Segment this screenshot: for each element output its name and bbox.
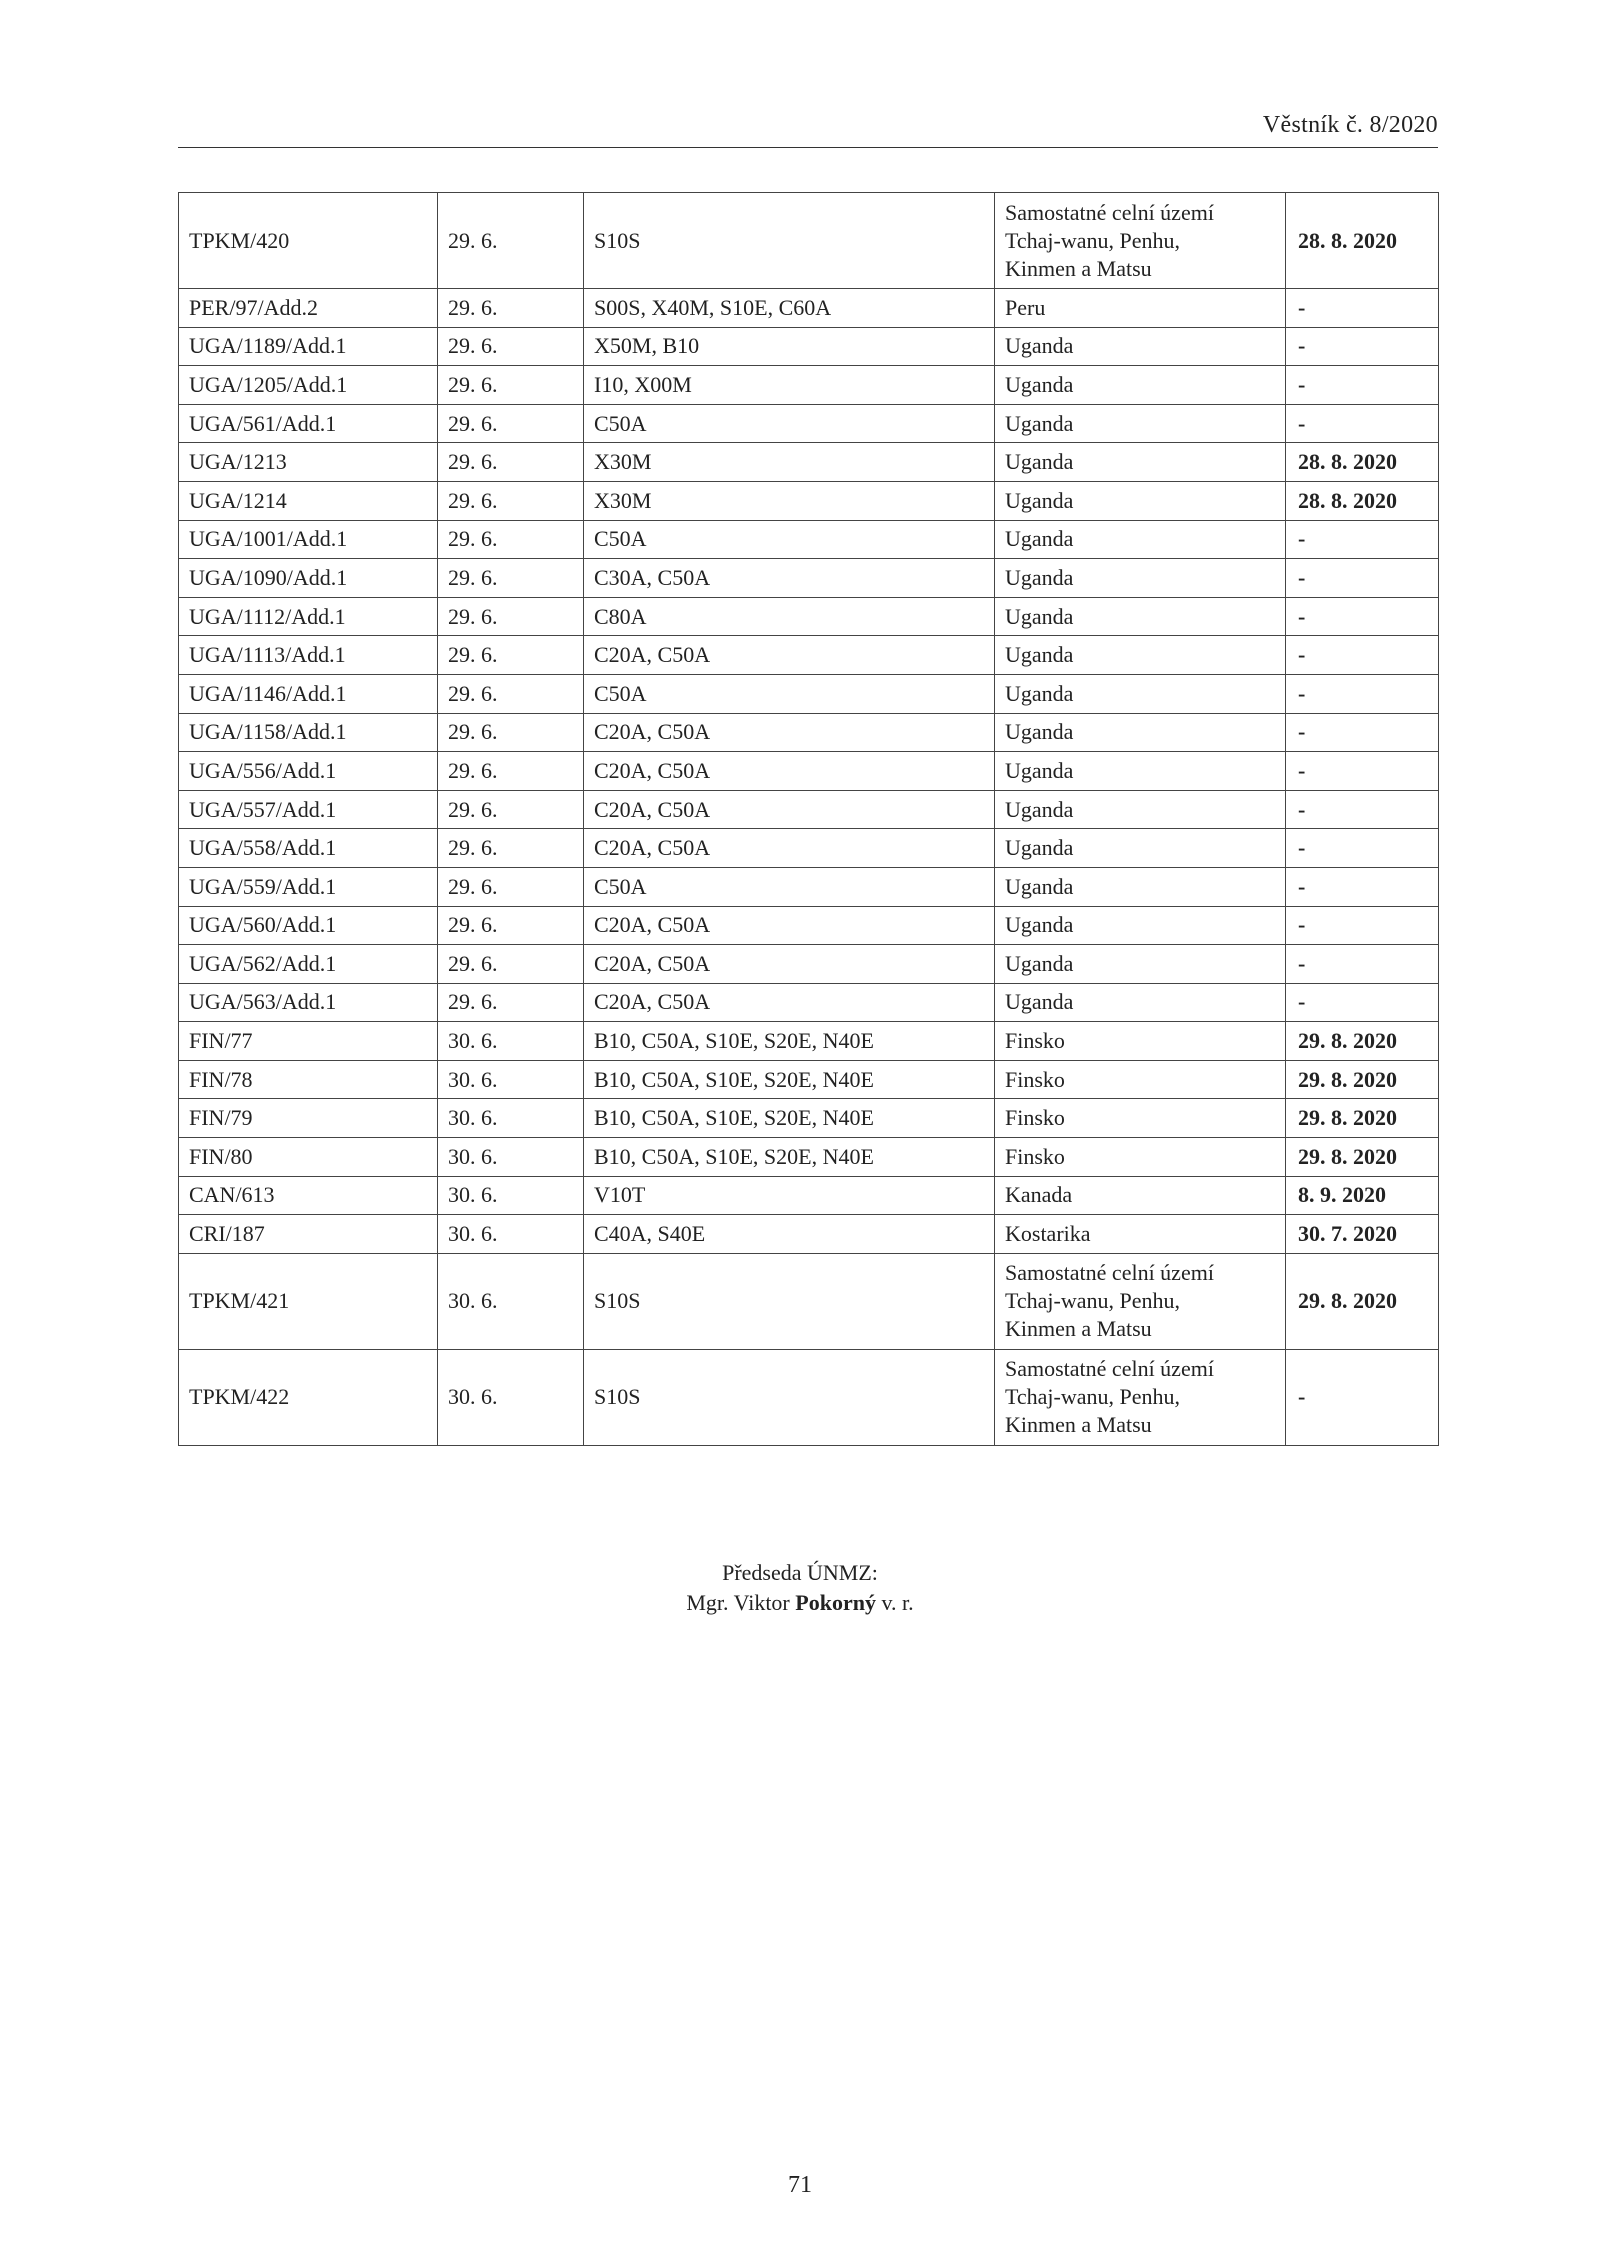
date-cell: 29. 6. (438, 520, 584, 559)
notification-code-cell: UGA/561/Add.1 (179, 404, 438, 443)
classification-cell: B10, C50A, S10E, S20E, N40E (584, 1099, 995, 1138)
classification-cell: C20A, C50A (584, 945, 995, 984)
country-line: Kinmen a Matsu (1005, 1316, 1152, 1342)
deadline-cell: - (1286, 636, 1439, 675)
country-cell (995, 945, 1286, 984)
deadline-cell: - (1286, 829, 1439, 868)
classification-cell: X30M (584, 481, 995, 520)
country-line: Samostatné celní území (1005, 1260, 1214, 1286)
date-cell: 30. 6. (438, 1138, 584, 1177)
deadline-cell: - (1286, 906, 1439, 945)
notification-code-cell: FIN/78 (179, 1060, 438, 1099)
table-row (179, 906, 1439, 945)
country-line: Uganda (1005, 680, 1074, 706)
deadline-cell: 28. 8. 2020 (1286, 443, 1439, 482)
signature-block (0, 1558, 1600, 1618)
country-cell (995, 481, 1286, 520)
classification-cell: X30M (584, 443, 995, 482)
country-line: Uganda (1005, 410, 1074, 436)
notification-code-cell: FIN/80 (179, 1138, 438, 1177)
notification-code-cell: UGA/1090/Add.1 (179, 559, 438, 598)
classification-cell: C80A (584, 597, 995, 636)
notification-code-cell: UGA/562/Add.1 (179, 945, 438, 984)
notification-code-cell: UGA/1001/Add.1 (179, 520, 438, 559)
table-row (179, 597, 1439, 636)
date-cell: 29. 6. (438, 559, 584, 598)
date-cell: 29. 6. (438, 713, 584, 752)
country-line: Uganda (1005, 912, 1074, 938)
notification-code-cell: UGA/557/Add.1 (179, 790, 438, 829)
country-line: Uganda (1005, 989, 1074, 1015)
country-cell (995, 829, 1286, 868)
classification-cell: B10, C50A, S10E, S20E, N40E (584, 1060, 995, 1099)
classification-cell: B10, C50A, S10E, S20E, N40E (584, 1138, 995, 1177)
country-cell (995, 520, 1286, 559)
classification-cell: S10S (584, 1253, 995, 1349)
classification-cell: C20A, C50A (584, 906, 995, 945)
date-cell: 29. 6. (438, 366, 584, 405)
country-cell (995, 404, 1286, 443)
notifications-table (178, 192, 1439, 1446)
date-cell: 30. 6. (438, 1349, 584, 1445)
classification-cell: X50M, B10 (584, 327, 995, 366)
country-cell (995, 713, 1286, 752)
country-line: Uganda (1005, 835, 1074, 861)
table-row (179, 520, 1439, 559)
country-line: Samostatné celní území (1005, 199, 1214, 225)
classification-cell: C50A (584, 674, 995, 713)
date-cell: 29. 6. (438, 636, 584, 675)
deadline-cell: - (1286, 674, 1439, 713)
classification-cell: C20A, C50A (584, 636, 995, 675)
country-line: Uganda (1005, 642, 1074, 668)
table-row (179, 1060, 1439, 1099)
signatory-name-prefix: Mgr. Viktor (686, 1590, 790, 1615)
country-cell (995, 193, 1286, 289)
table-row (179, 752, 1439, 791)
classification-cell: C40A, S40E (584, 1215, 995, 1254)
country-cell (995, 366, 1286, 405)
country-line: Uganda (1005, 526, 1074, 552)
country-cell (995, 906, 1286, 945)
notification-code-cell: UGA/1189/Add.1 (179, 327, 438, 366)
deadline-cell: 29. 8. 2020 (1286, 1022, 1439, 1061)
notification-code-cell: TPKM/420 (179, 193, 438, 289)
table-row (179, 636, 1439, 675)
country-line: Kostarika (1005, 1221, 1091, 1247)
country-cell (995, 327, 1286, 366)
classification-cell: C20A, C50A (584, 713, 995, 752)
table-row (179, 1099, 1439, 1138)
classification-cell: C50A (584, 404, 995, 443)
country-cell (995, 443, 1286, 482)
country-cell (995, 597, 1286, 636)
country-cell (995, 1215, 1286, 1254)
country-cell (995, 1022, 1286, 1061)
notification-code-cell: UGA/560/Add.1 (179, 906, 438, 945)
deadline-cell: 29. 8. 2020 (1286, 1060, 1439, 1099)
table-row (179, 1349, 1439, 1445)
table-row (179, 193, 1439, 289)
deadline-cell: - (1286, 289, 1439, 328)
classification-cell: S00S, X40M, S10E, C60A (584, 289, 995, 328)
country-line: Tchaj-wanu, Penhu, (1005, 1384, 1181, 1410)
notification-code-cell: FIN/77 (179, 1022, 438, 1061)
notification-code-cell: TPKM/421 (179, 1253, 438, 1349)
country-line: Kinmen a Matsu (1005, 255, 1152, 281)
date-cell: 30. 6. (438, 1022, 584, 1061)
table-row (179, 983, 1439, 1022)
deadline-cell: - (1286, 713, 1439, 752)
country-cell (995, 289, 1286, 328)
signatory-name-suffix: v. r. (881, 1590, 914, 1615)
country-line: Finsko (1005, 1028, 1065, 1054)
country-line: Uganda (1005, 371, 1074, 397)
notification-code-cell: PER/97/Add.2 (179, 289, 438, 328)
date-cell: 29. 6. (438, 597, 584, 636)
classification-cell: S10S (584, 193, 995, 289)
country-cell (995, 636, 1286, 675)
date-cell: 29. 6. (438, 327, 584, 366)
table-row (179, 404, 1439, 443)
date-cell: 30. 6. (438, 1215, 584, 1254)
country-line: Kinmen a Matsu (1005, 1412, 1152, 1438)
notification-code-cell: UGA/556/Add.1 (179, 752, 438, 791)
notification-code-cell: UGA/1112/Add.1 (179, 597, 438, 636)
country-line: Tchaj-wanu, Penhu, (1005, 1288, 1181, 1314)
notification-code-cell: UGA/559/Add.1 (179, 867, 438, 906)
deadline-cell: - (1286, 404, 1439, 443)
country-line: Kanada (1005, 1182, 1073, 1208)
notification-code-cell: UGA/1214 (179, 481, 438, 520)
table-row (179, 1253, 1439, 1349)
date-cell: 29. 6. (438, 790, 584, 829)
country-line: Uganda (1005, 950, 1074, 976)
signatory-role: Předseda ÚNMZ: (722, 1560, 878, 1585)
deadline-cell: - (1286, 867, 1439, 906)
date-cell: 29. 6. (438, 674, 584, 713)
table-row (179, 674, 1439, 713)
table-row (179, 559, 1439, 598)
notification-code-cell: UGA/1205/Add.1 (179, 366, 438, 405)
date-cell: 29. 6. (438, 867, 584, 906)
table-row (179, 481, 1439, 520)
table-row (179, 867, 1439, 906)
deadline-cell: - (1286, 752, 1439, 791)
table-row (179, 443, 1439, 482)
deadline-cell: 28. 8. 2020 (1286, 481, 1439, 520)
date-cell: 29. 6. (438, 404, 584, 443)
deadline-cell: - (1286, 983, 1439, 1022)
classification-cell: C20A, C50A (584, 790, 995, 829)
notification-code-cell: FIN/79 (179, 1099, 438, 1138)
deadline-cell: - (1286, 1349, 1439, 1445)
date-cell: 30. 6. (438, 1176, 584, 1215)
classification-cell: C20A, C50A (584, 752, 995, 791)
country-cell (995, 790, 1286, 829)
classification-cell: C20A, C50A (584, 829, 995, 868)
classification-cell: C50A (584, 867, 995, 906)
country-line: Uganda (1005, 873, 1074, 899)
date-cell: 29. 6. (438, 906, 584, 945)
country-cell (995, 1138, 1286, 1177)
deadline-cell: 30. 7. 2020 (1286, 1215, 1439, 1254)
notification-code-cell: UGA/1146/Add.1 (179, 674, 438, 713)
notification-code-cell: UGA/1213 (179, 443, 438, 482)
classification-cell: C30A, C50A (584, 559, 995, 598)
country-line: Uganda (1005, 333, 1074, 359)
country-line: Uganda (1005, 796, 1074, 822)
country-cell (995, 1099, 1286, 1138)
notification-code-cell: UGA/558/Add.1 (179, 829, 438, 868)
country-cell (995, 1060, 1286, 1099)
notification-code-cell: TPKM/422 (179, 1349, 438, 1445)
deadline-cell: - (1286, 790, 1439, 829)
country-line: Finsko (1005, 1143, 1065, 1169)
table-row (179, 366, 1439, 405)
deadline-cell: 28. 8. 2020 (1286, 193, 1439, 289)
table-row (179, 1176, 1439, 1215)
date-cell: 29. 6. (438, 481, 584, 520)
country-line: Uganda (1005, 603, 1074, 629)
table-row (179, 713, 1439, 752)
notification-code-cell: CAN/613 (179, 1176, 438, 1215)
deadline-cell: 8. 9. 2020 (1286, 1176, 1439, 1215)
country-line: Uganda (1005, 757, 1074, 783)
classification-cell: I10, X00M (584, 366, 995, 405)
date-cell: 29. 6. (438, 193, 584, 289)
country-cell (995, 867, 1286, 906)
date-cell: 30. 6. (438, 1060, 584, 1099)
country-line: Tchaj-wanu, Penhu, (1005, 227, 1181, 253)
deadline-cell: 29. 8. 2020 (1286, 1253, 1439, 1349)
country-cell (995, 1253, 1286, 1349)
deadline-cell: - (1286, 327, 1439, 366)
classification-cell: V10T (584, 1176, 995, 1215)
deadline-cell: - (1286, 597, 1439, 636)
table-row (179, 790, 1439, 829)
notification-code-cell: CRI/187 (179, 1215, 438, 1254)
country-line: Finsko (1005, 1066, 1065, 1092)
deadline-cell: - (1286, 945, 1439, 984)
date-cell: 29. 6. (438, 945, 584, 984)
deadline-cell: - (1286, 559, 1439, 598)
country-line: Uganda (1005, 564, 1074, 590)
signatory-surname: Pokorný (795, 1590, 876, 1615)
table-row (179, 1215, 1439, 1254)
country-line: Uganda (1005, 449, 1074, 475)
date-cell: 29. 6. (438, 752, 584, 791)
country-cell (995, 752, 1286, 791)
table-row (179, 945, 1439, 984)
classification-cell: S10S (584, 1349, 995, 1445)
table-row (179, 1138, 1439, 1177)
notification-code-cell: UGA/1158/Add.1 (179, 713, 438, 752)
date-cell: 29. 6. (438, 983, 584, 1022)
date-cell: 30. 6. (438, 1099, 584, 1138)
country-line: Samostatné celní území (1005, 1356, 1214, 1382)
country-line: Uganda (1005, 487, 1074, 513)
classification-cell: C20A, C50A (584, 983, 995, 1022)
deadline-cell: - (1286, 520, 1439, 559)
deadline-cell: - (1286, 366, 1439, 405)
country-line: Finsko (1005, 1105, 1065, 1131)
date-cell: 30. 6. (438, 1253, 584, 1349)
country-line: Uganda (1005, 719, 1074, 745)
table-row (179, 289, 1439, 328)
country-line: Peru (1005, 294, 1046, 320)
country-cell (995, 983, 1286, 1022)
table-row (179, 1022, 1439, 1061)
date-cell: 29. 6. (438, 829, 584, 868)
notification-code-cell: UGA/563/Add.1 (179, 983, 438, 1022)
journal-title: Věstník č. 8/2020 (1262, 112, 1438, 138)
country-cell (995, 1176, 1286, 1215)
date-cell: 29. 6. (438, 289, 584, 328)
notification-code-cell: UGA/1113/Add.1 (179, 636, 438, 675)
deadline-cell: 29. 8. 2020 (1286, 1138, 1439, 1177)
classification-cell: C50A (584, 520, 995, 559)
country-cell (995, 559, 1286, 598)
table-row (179, 829, 1439, 868)
classification-cell: B10, C50A, S10E, S20E, N40E (584, 1022, 995, 1061)
table-body (179, 193, 1439, 1446)
page-header (178, 112, 1438, 148)
country-cell (995, 1349, 1286, 1445)
date-cell: 29. 6. (438, 443, 584, 482)
page-number: 71 (788, 2172, 812, 2198)
table-row (179, 327, 1439, 366)
country-cell (995, 674, 1286, 713)
deadline-cell: 29. 8. 2020 (1286, 1099, 1439, 1138)
signatory-name (0, 1588, 1600, 1618)
